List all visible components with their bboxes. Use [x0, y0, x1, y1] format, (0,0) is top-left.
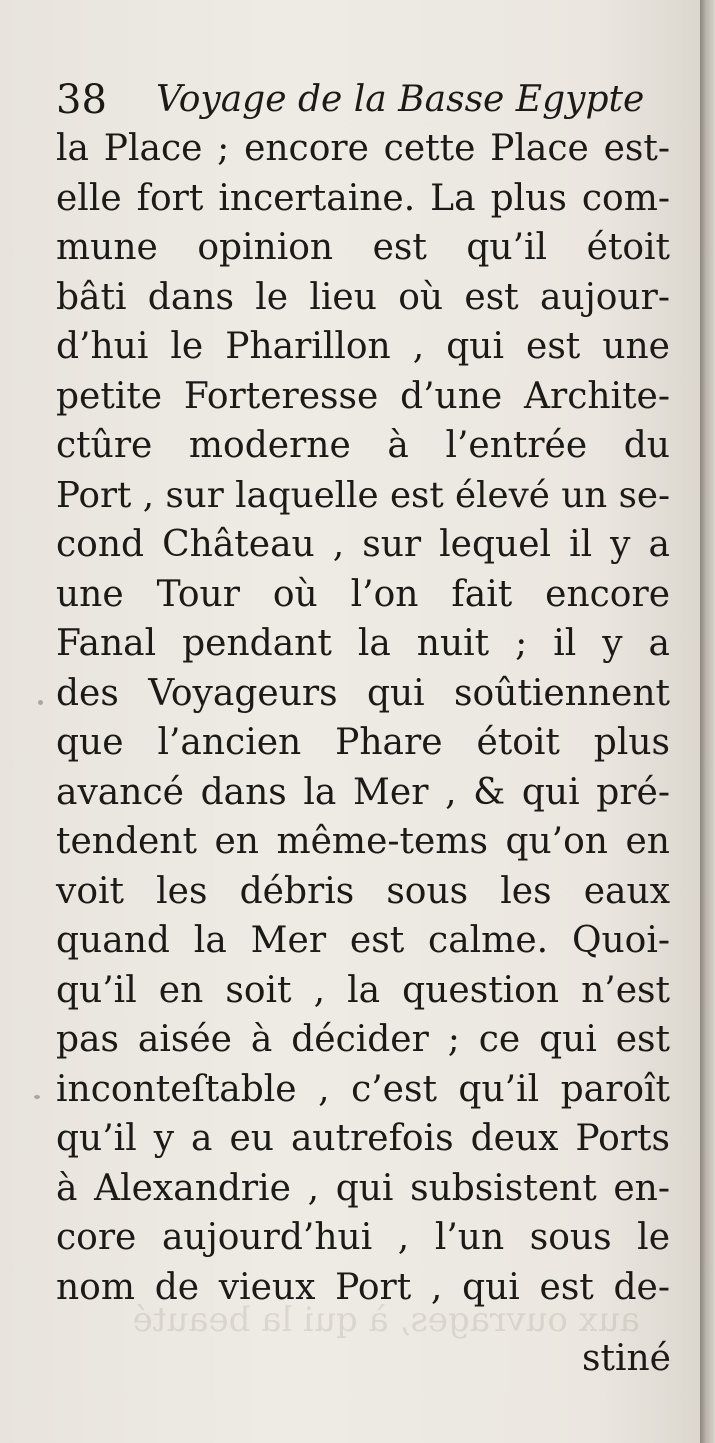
- text-line: qu’il en soit , la question n’est: [56, 969, 670, 1011]
- text-line: core aujourd’hui , l’un sous le: [56, 1217, 670, 1258]
- text-line: inconteſtable , c’est qu’il paroît: [56, 1068, 670, 1110]
- ink-spot: [34, 1095, 40, 1099]
- text-line: avancé dans la Mer , & qui pré-: [56, 771, 670, 813]
- page-number: 38: [56, 77, 107, 123]
- text-line: qu’il y a eu autrefois deux Ports: [56, 1118, 670, 1159]
- text-line: bâti dans le lieu où est aujour-: [56, 276, 670, 318]
- text-line: nom de vieux Port , qui est de-: [56, 1266, 670, 1308]
- text-line: des Voyageurs qui soûtiennent: [56, 672, 670, 714]
- text-line: quand la Mer est calme. Quoi-: [56, 920, 670, 961]
- text-line: cond Château , sur lequel il y a: [56, 524, 670, 565]
- text-line: la Place ; encore cette Place est-: [56, 128, 670, 169]
- text-line: ctûre moderne à l’entrée du: [56, 425, 670, 466]
- text-line: Port , sur laquelle est élevé un se-: [56, 474, 670, 516]
- text-line: mune opinion est qu’il étoit: [56, 227, 670, 268]
- text-line: petite Forteresse d’une Archite-: [56, 375, 670, 417]
- ink-spot: [38, 700, 43, 705]
- text-line: à Alexandrie , qui subsistent en-: [56, 1167, 670, 1209]
- text-line: tendent en même-tems qu’on en: [56, 821, 670, 862]
- text-line: elle fort incertaine. La plus com-: [56, 177, 670, 219]
- page-header: [56, 72, 676, 132]
- text-line: une Tour où l’on fait encore: [56, 573, 670, 615]
- show-through-text: aux ouvrages, à qui la beauté: [132, 1300, 640, 1340]
- text-line: que l’ancien Phare étoit plus: [56, 722, 670, 763]
- body-text: [56, 124, 670, 1312]
- text-line: pas aisée à décider ; ce qui est: [56, 1019, 670, 1060]
- catchword: stiné: [582, 1338, 671, 1379]
- text-line: voit les débris sous les eaux: [56, 870, 670, 912]
- text-line: d’hui le Pharillon , qui est une: [56, 326, 670, 367]
- page-gutter: [700, 0, 715, 1443]
- running-title: Voyage de la Basse Egypte: [156, 79, 645, 120]
- text-line: Fanal pendant la nuit ; il y a: [56, 623, 670, 664]
